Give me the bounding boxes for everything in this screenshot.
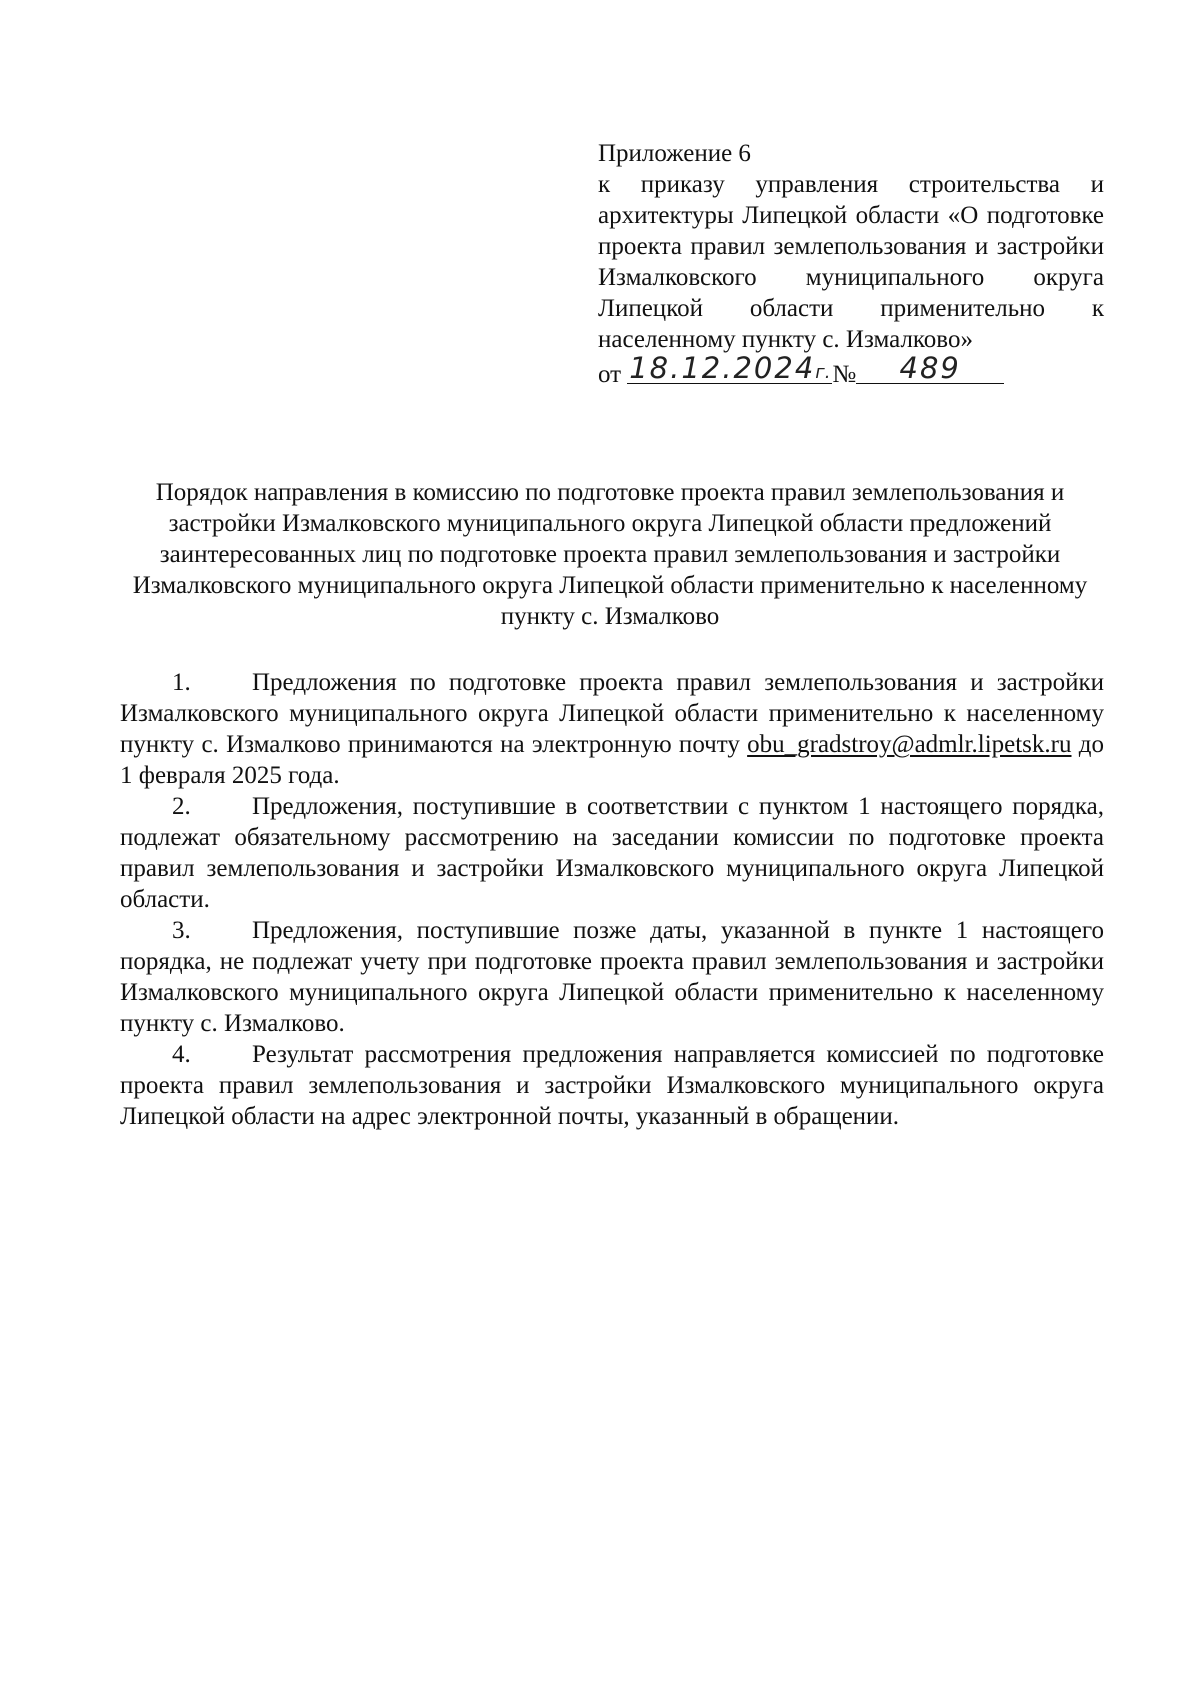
clause-number: 3. [172, 917, 191, 944]
date-fill-line [627, 351, 832, 385]
document-title: Порядок направления в комиссию по подготовке проекта правил землепользования и застройки Измалковского муниципального округа Липецкой области предложений заинтересованных лиц по подготовке проекта правил землепользования и застройки Измалковского муниципального округа Липецкой области применительно к населенному пункту с. Измалково [132, 479, 1088, 630]
date-suffix: г. [815, 362, 831, 383]
clause-text: Предложения по подготовке проекта правил землепользования и застройки Измалковского муниципального округа Липецкой области применительно к населенному пункту с. Измалково принимаются на электронную почту [120, 669, 1104, 758]
clause-1 [120, 667, 1104, 791]
clause-text: Предложения, поступившие в соответствии с пунктом 1 настоящего порядка, подлежат обязательному рассмотрению на заседании комиссии по подготовке проекта правил землепользования и застройки Измалковского муниципального округа Липецкой области. [120, 793, 1104, 913]
appendix-label: Приложение 6 [598, 140, 751, 167]
email-link[interactable]: obu_gradstroy@admlr.lipetsk.ru [747, 731, 1072, 758]
clauses-list [120, 667, 1104, 1132]
handwritten-date [629, 351, 830, 385]
handwritten-number: 489 [899, 351, 961, 385]
number-prefix: № [832, 361, 857, 388]
clause-text-after: до 1 февраля 2025 года. [120, 731, 1105, 789]
date-prefix: от [598, 361, 622, 388]
clause-number: 1. [172, 669, 191, 696]
number-fill-line [856, 351, 1004, 385]
clause-2 [120, 791, 1104, 915]
clause-text: Результат рассмотрения предложения направляется комиссией по подготовке проекта правил землепользования и застройки Измалковского муниципального округа Липецкой области на адрес электронной почты, указанный в обращении. [120, 1041, 1104, 1130]
appendix-block [598, 138, 1104, 390]
appendix-date-number-line [598, 351, 1104, 390]
clause-3 [120, 915, 1104, 1039]
date-value: 18.12.2024 [629, 351, 816, 385]
clause-text: Предложения, поступившие позже даты, указанной в пункте 1 настоящего порядка, не подлежат учету при подготовке проекта правил землепользования и застройки Измалковского муниципального округа Липецкой области применительно к населенному пункту с. Измалково. [120, 917, 1104, 1037]
clause-number: 2. [172, 793, 191, 820]
clause-4 [120, 1039, 1104, 1132]
appendix-order-text: к приказу управления строительства и архитектуры Липецкой области «О подготовке проекта правил землепользования и застройки Измалковского муниципального округа Липецкой области применительно к населенному пункту с. Измалково» [598, 171, 1104, 353]
clause-number: 4. [172, 1041, 191, 1068]
